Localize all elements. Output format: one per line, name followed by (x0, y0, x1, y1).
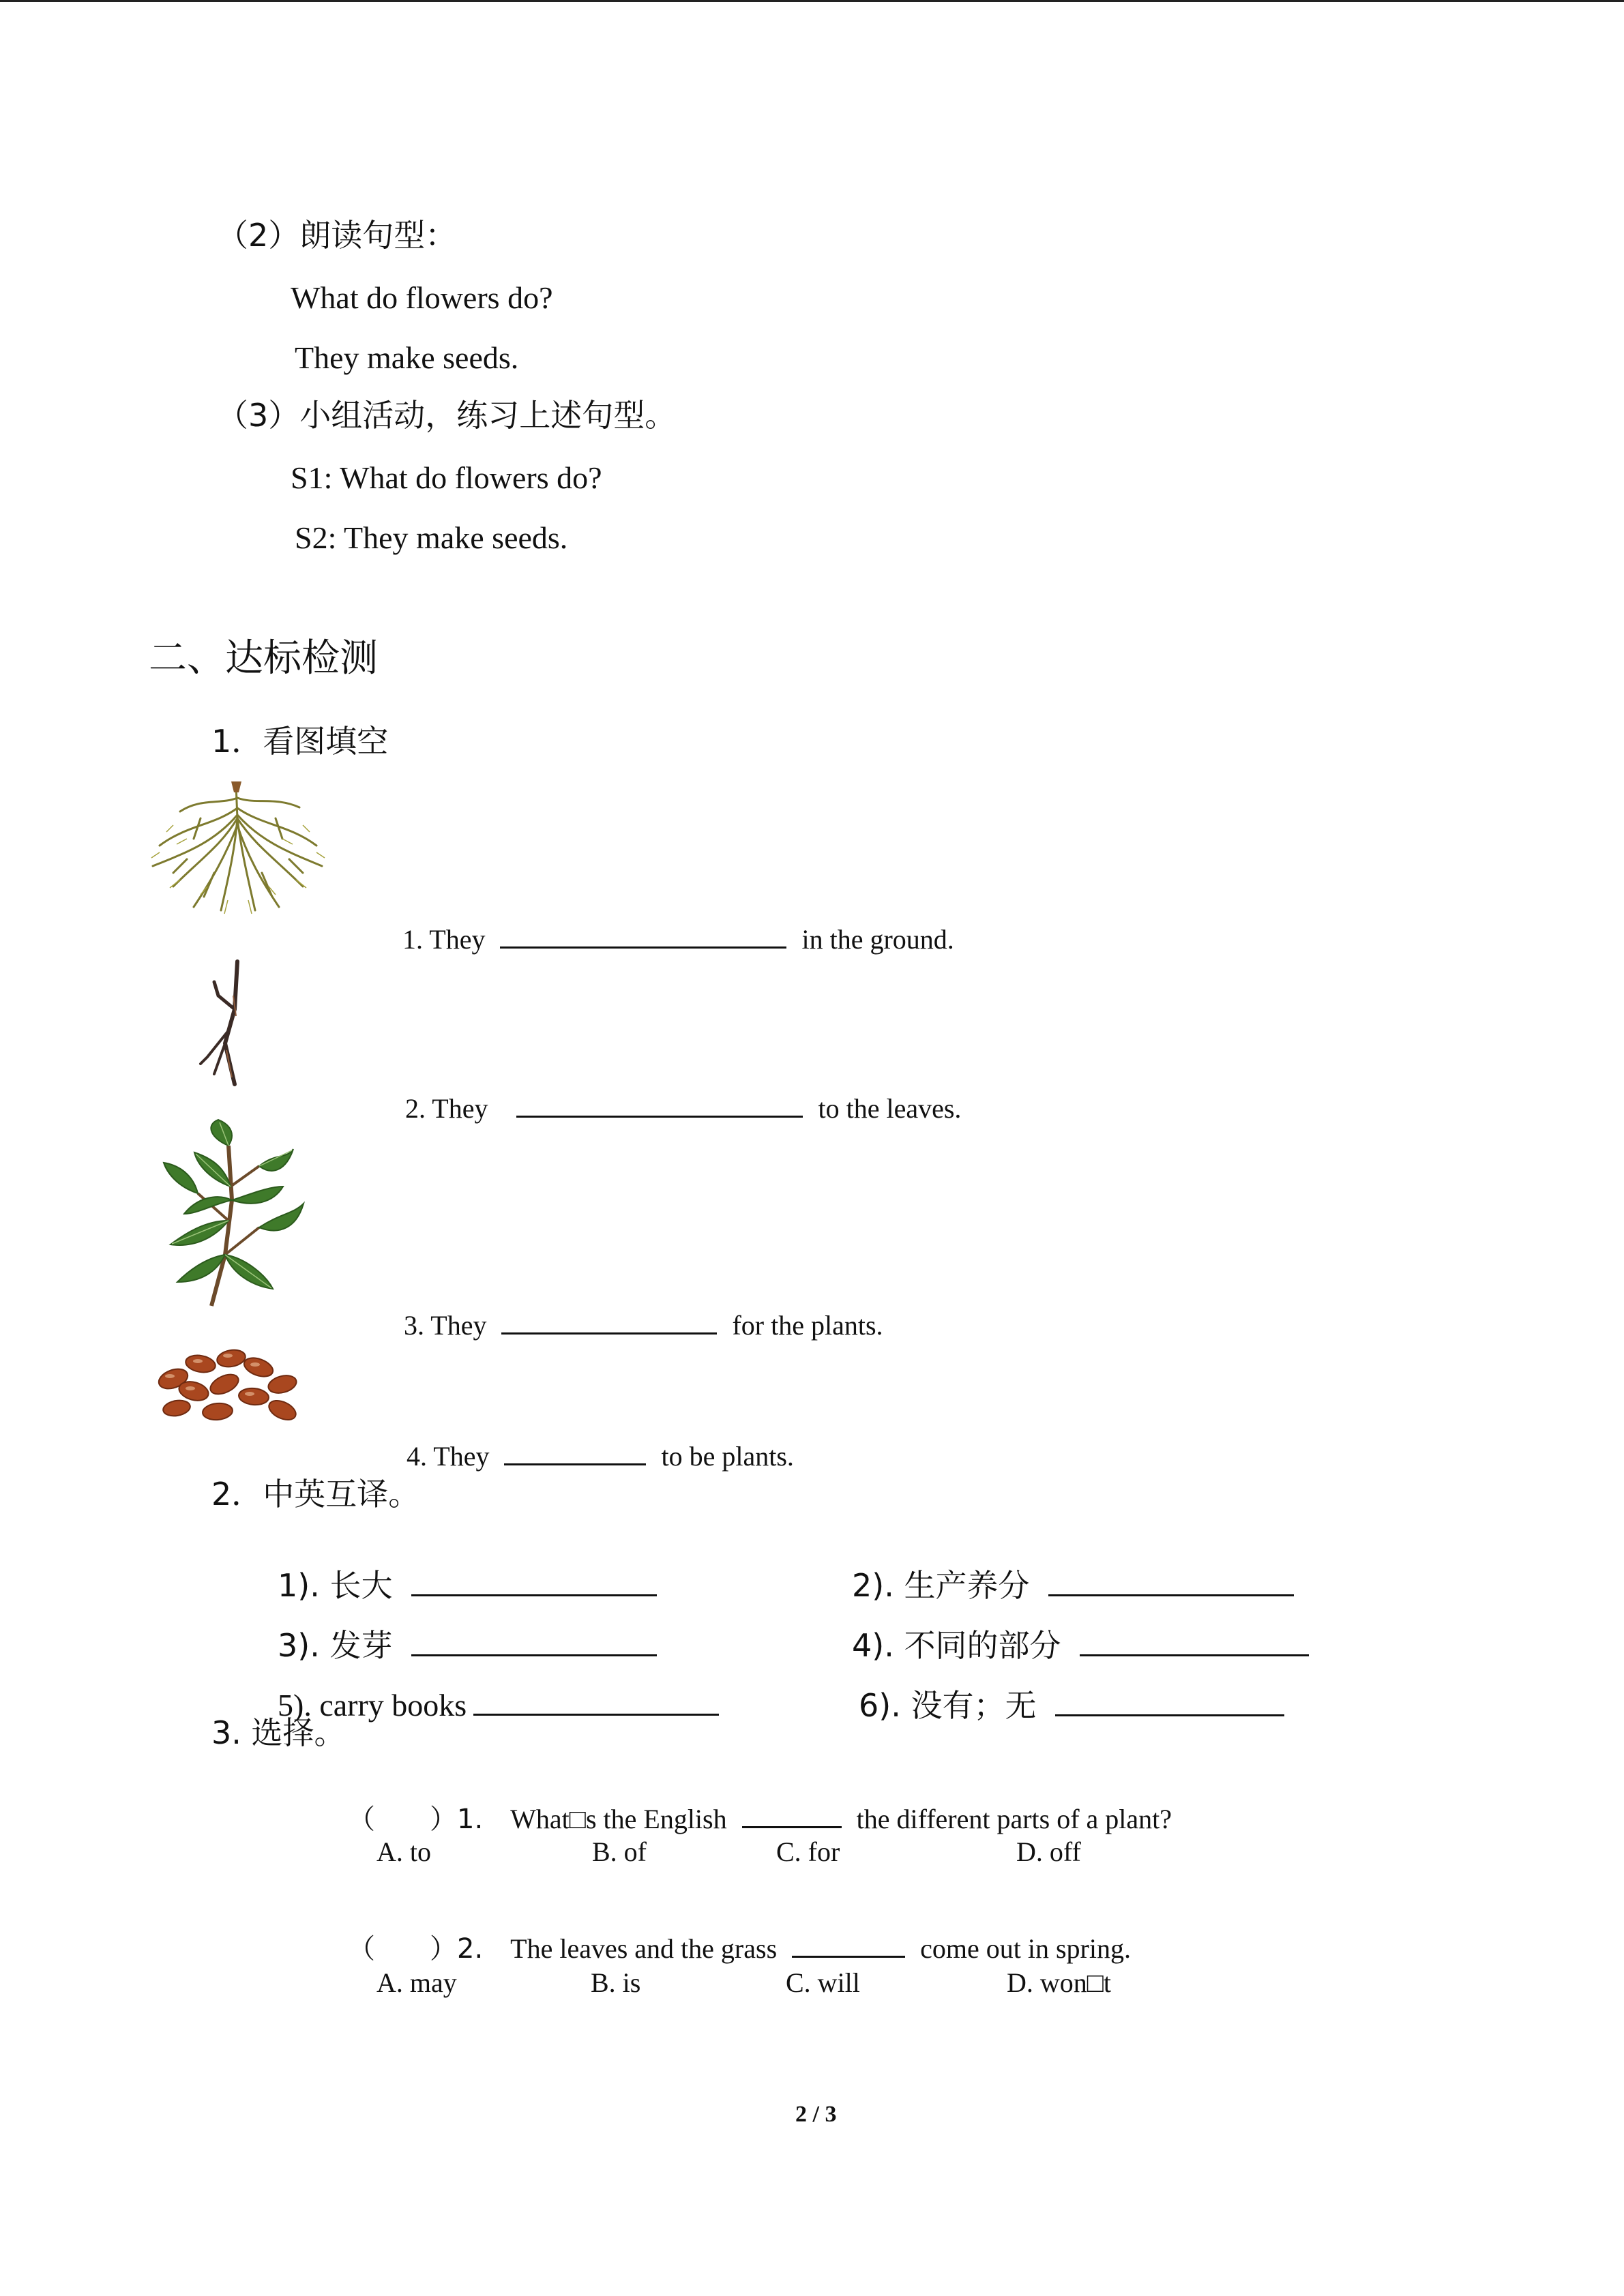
leaves-image (157, 1118, 307, 1309)
item3-heading: （3）小组活动，练习上述句型。 (217, 397, 677, 434)
item2-question: What do flowers do? (291, 280, 553, 315)
choice-question-1: （ ）1. What□s the English the different parts of a plant? (348, 1804, 1172, 1835)
translate-blank-3[interactable] (411, 1631, 657, 1656)
translate-item-1: 1). 长大 (262, 1538, 657, 1602)
q2-option-c[interactable]: C. will (786, 1967, 860, 1998)
fill-item-1: 1. They in the ground. (402, 924, 954, 955)
translate-blank-2[interactable] (1048, 1571, 1294, 1596)
item3-s1: S1: What do flowers do? (291, 460, 602, 495)
q1-option-a[interactable]: A. to (377, 1836, 431, 1867)
seeds-image (146, 1343, 310, 1432)
stem-image (194, 955, 255, 1091)
section-title: 二、达标检测 (149, 636, 378, 681)
translate-item-6: 6). 没有；无 (843, 1658, 1284, 1722)
part2-heading: 2．中英互译。 (211, 1476, 420, 1512)
fill-item-4: 4. They to be plants. (407, 1441, 794, 1472)
q1-option-c[interactable]: C. for (776, 1836, 840, 1867)
q2-option-a[interactable]: A. may (377, 1967, 457, 1998)
q2-option-d[interactable]: D. won□t (1007, 1967, 1112, 1998)
answer-paren-2[interactable]: （ ）2. (348, 1933, 484, 1965)
answer-paren-1[interactable]: （ ）1. (348, 1804, 484, 1835)
translate-item-2: 2). 生产养分 (836, 1538, 1294, 1602)
q2-option-b[interactable]: B. is (591, 1967, 641, 1998)
translate-item-3: 3). 发芽 (262, 1598, 657, 1662)
fill-blank-2[interactable] (516, 1092, 803, 1118)
q1-option-b[interactable]: B. of (592, 1836, 647, 1867)
fill-blank-4[interactable] (504, 1440, 646, 1465)
fill-item-3: 3. They for the plants. (404, 1310, 883, 1341)
part1-heading: 1．看图填空 (211, 723, 389, 760)
translate-item-4: 4). 不同的部分 (836, 1598, 1309, 1662)
item3-s2: S2: They make seeds. (295, 520, 568, 555)
translate-item-5: 5). carry books (262, 1658, 719, 1721)
fill-item-2: 2. They to the leaves. (405, 1093, 962, 1124)
fill-blank-1[interactable] (500, 923, 786, 949)
item2-heading: （2）朗读句型： (217, 217, 457, 254)
choice-question-2: （ ）2. The leaves and the grass come out in spring. (348, 1933, 1131, 1965)
translate-blank-4[interactable] (1080, 1631, 1309, 1656)
translate-blank-5[interactable] (473, 1690, 719, 1716)
part3-heading: 3. 选择。 (211, 1714, 346, 1751)
choice-blank-2[interactable] (792, 1933, 905, 1958)
page-number: 2 / 3 (795, 2102, 837, 2127)
choice-blank-1[interactable] (742, 1803, 842, 1828)
translate-blank-1[interactable] (411, 1571, 657, 1596)
fill-blank-3[interactable] (501, 1309, 717, 1335)
roots-image (146, 777, 329, 918)
q1-option-d[interactable]: D. off (1016, 1836, 1081, 1867)
page-top-border (0, 0, 1624, 2)
translate-blank-6[interactable] (1055, 1691, 1284, 1716)
item2-answer: They make seeds. (295, 340, 519, 375)
